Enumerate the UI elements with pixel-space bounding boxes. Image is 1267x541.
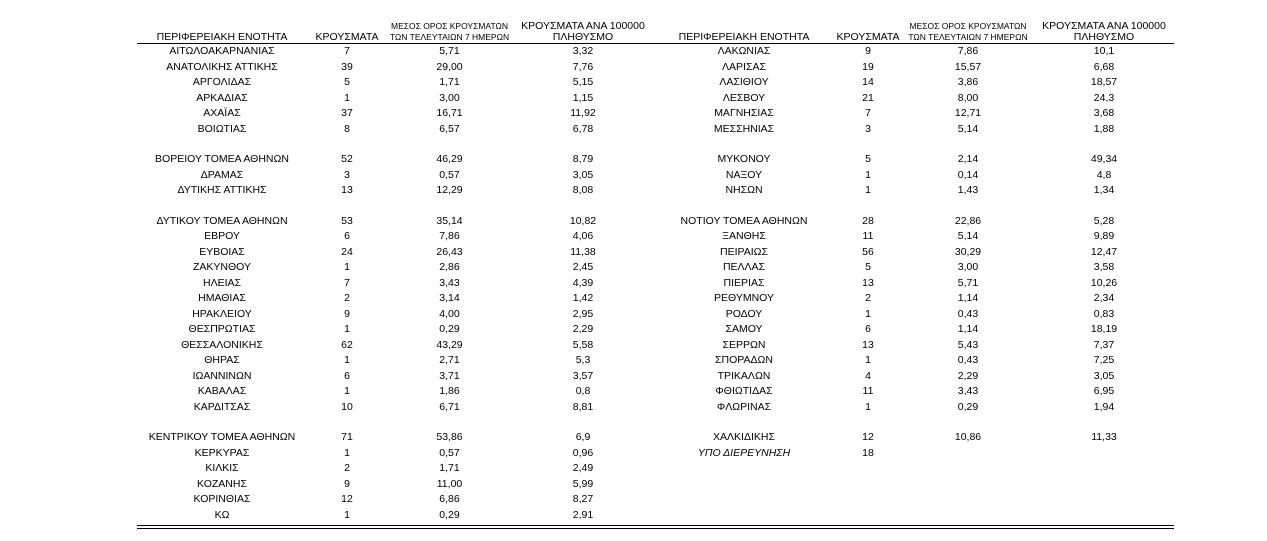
cell-avg: 1,71 <box>439 76 460 88</box>
cell-per100k: 9,89 <box>1093 230 1115 242</box>
table-row <box>137 75 654 91</box>
cell-cases: 1 <box>865 354 871 366</box>
table-row <box>654 91 1174 107</box>
cell-region: ΣΠΟΡΑΔΩΝ <box>715 354 773 366</box>
table-spacer-row <box>137 199 654 214</box>
cell-cases: 11 <box>862 230 874 242</box>
cell-cases: 12 <box>862 431 874 443</box>
left-table-body <box>137 44 654 524</box>
cell-avg: 46,29 <box>436 153 463 165</box>
cell-avg: 3,43 <box>439 276 460 289</box>
cell-per100k: 2,91 <box>572 508 594 521</box>
cell-region: ΠΕΛΛΑΣ <box>722 261 766 273</box>
cell-avg: 43,29 <box>436 338 463 351</box>
cell-avg: 3,71 <box>439 369 460 382</box>
cell-per100k: 3,58 <box>1093 261 1115 273</box>
cell-cases: 10 <box>341 400 353 413</box>
cell-cases: 1 <box>865 184 871 196</box>
cell-per100k: 5,28 <box>1093 214 1115 227</box>
cell-avg: 5,71 <box>957 276 979 289</box>
cell-avg: 7,86 <box>439 230 460 242</box>
cell-region: ΦΛΩΡΙΝΑΣ <box>716 400 772 413</box>
cell-avg: 3,14 <box>439 292 460 304</box>
cell-cases: 52 <box>341 153 353 165</box>
cell-per100k: 1,94 <box>1093 400 1115 413</box>
cell-cases: 2 <box>344 292 350 304</box>
cell-cases: 1 <box>865 400 871 413</box>
cell-cases: 4 <box>865 369 871 382</box>
table-spacer-row <box>654 137 1174 152</box>
cell-per100k: 2,29 <box>572 323 594 335</box>
cell-avg: 30,29 <box>954 245 982 258</box>
cell-avg: 12,29 <box>436 184 463 196</box>
cell-region: ΙΩΑΝΝΙΝΩΝ <box>192 369 252 382</box>
table-row <box>137 477 654 493</box>
cell-avg: 0,43 <box>957 307 979 320</box>
cell-cases: 8 <box>344 122 350 135</box>
cell-per100k: 10,26 <box>1090 276 1118 289</box>
table-row <box>137 229 654 245</box>
cell-region: ΛΕΣΒΟΥ <box>722 91 766 104</box>
cell-per100k: 4,06 <box>572 230 594 242</box>
cell-per100k: 11,92 <box>570 107 596 119</box>
header-per100k <box>1034 18 1174 44</box>
cell-avg <box>902 446 1034 462</box>
table-row <box>137 338 654 354</box>
table-row <box>137 214 654 230</box>
cell-region: ΠΙΕΡΙΑΣ <box>723 276 765 289</box>
cell-per100k: 1,15 <box>572 91 594 104</box>
cell-cases: 13 <box>862 276 874 289</box>
cell-cases: 56 <box>862 245 874 258</box>
cell-per100k <box>1034 446 1174 462</box>
cell-avg: 5,14 <box>957 230 979 242</box>
table-row <box>137 369 654 385</box>
spacer-cell <box>654 137 1174 152</box>
table-spacer-row <box>137 137 654 152</box>
cell-per100k: 3,05 <box>1093 369 1115 382</box>
cell-per100k: 5,15 <box>572 76 594 88</box>
cell-avg: 10,86 <box>954 431 982 443</box>
cell-avg: 6,57 <box>439 122 460 135</box>
header-avg <box>902 18 1034 44</box>
cell-avg: 1,14 <box>957 323 979 335</box>
cell-cases: 1 <box>344 91 350 104</box>
right-table-body <box>654 44 1174 462</box>
left-header-row <box>137 18 654 44</box>
table-row <box>654 369 1174 385</box>
cell-cases: 28 <box>862 214 874 227</box>
cell-cases: 71 <box>341 431 353 443</box>
cell-region: ΚΩ <box>214 508 230 521</box>
cell-region: ΚΙΛΚΙΣ <box>205 462 239 474</box>
cell-cases: 1 <box>344 446 350 459</box>
cell-per100k: 6,78 <box>572 122 594 135</box>
cell-avg: 35,14 <box>436 214 463 227</box>
cell-per100k: 24,3 <box>1093 91 1115 104</box>
cell-cases: 1 <box>344 508 350 521</box>
table-row <box>654 152 1174 168</box>
cell-per100k: 3,68 <box>1093 107 1115 119</box>
header-per100k-line2: ΠΛΗΘΥΣΜΟ <box>1073 31 1135 43</box>
cell-cases: 2 <box>344 462 350 474</box>
cell-cases: 12 <box>341 493 353 505</box>
cell-cases: 6 <box>344 230 350 242</box>
cell-avg: 22,86 <box>954 214 982 227</box>
cell-region: ΘΗΡΑΣ <box>204 354 240 366</box>
left-table <box>137 18 654 523</box>
table-row <box>137 353 654 369</box>
cell-cases: 7 <box>865 107 871 119</box>
cell-cases: 6 <box>344 369 350 382</box>
cell-region: ΚΟΖΑΝΗΣ <box>197 477 247 490</box>
cell-region: ΚΑΡΔΙΤΣΑΣ <box>193 400 251 413</box>
cell-per100k: 2,49 <box>572 462 594 474</box>
cell-per100k: 0,96 <box>572 446 594 459</box>
cell-per100k: 3,57 <box>572 369 594 382</box>
cell-cases: 1 <box>865 307 871 320</box>
table-row <box>654 307 1174 323</box>
cell-cases: 9 <box>865 45 871 57</box>
cell-cases: 1 <box>344 323 350 335</box>
cell-per100k: 3,32 <box>572 45 594 57</box>
cell-per100k: 49,34 <box>1090 153 1118 165</box>
table-row <box>137 492 654 508</box>
spacer-cell <box>137 415 654 430</box>
cell-per100k: 11,38 <box>570 245 596 258</box>
cell-region: ΡΟΔΟΥ <box>725 307 763 320</box>
table-row <box>137 91 654 107</box>
cell-cases: 5 <box>344 76 350 88</box>
table-row <box>654 60 1174 76</box>
cell-avg: 11,00 <box>436 477 463 490</box>
cell-per100k: 7,76 <box>572 60 594 73</box>
table-row <box>654 106 1174 122</box>
cell-per100k: 8,79 <box>572 153 594 165</box>
cell-per100k: 4,39 <box>572 276 594 289</box>
table-row <box>654 430 1174 446</box>
cell-per100k: 10,82 <box>569 214 597 227</box>
cell-avg: 3,00 <box>957 261 979 273</box>
cell-avg: 12,71 <box>954 107 982 119</box>
spacer-cell <box>137 137 654 152</box>
cell-avg: 7,86 <box>957 45 979 57</box>
cell-per100k: 18,57 <box>1090 76 1118 88</box>
header-region: ΠΕΡΙΦΕΡΕΙΑΚΗ ΕΝΟΤΗΤΑ <box>654 18 834 44</box>
cell-cases: 14 <box>862 76 874 88</box>
cell-avg: 5,14 <box>957 122 979 135</box>
cell-region: ΤΡΙΚΑΛΩΝ <box>717 369 771 382</box>
header-avg-line2: ΤΩΝ ΤΕΛΕΥΤΑΙΩΝ 7 ΗΜΕΡΩΝ <box>908 32 1028 42</box>
cell-avg: 5,71 <box>439 45 460 57</box>
header-avg-line1: ΜΕΣΟΣ ΟΡΟΣ ΚΡΟΥΣΜΑΤΩΝ <box>391 21 508 31</box>
table-row <box>654 291 1174 307</box>
cell-region: ΒΟΡΕΙΟΥ ΤΟΜΕΑ ΑΘΗΝΩΝ <box>155 153 289 165</box>
table-row <box>137 60 654 76</box>
header-avg-line2: ΤΩΝ ΤΕΛΕΥΤΑΙΩΝ 7 ΗΜΕΡΩΝ <box>389 32 510 42</box>
table-row <box>654 245 1174 261</box>
cell-cases: 39 <box>341 60 353 73</box>
cell-avg: 1,43 <box>957 184 979 196</box>
table-row <box>654 400 1174 416</box>
table-row <box>654 214 1174 230</box>
cell-cases: 37 <box>341 107 353 119</box>
cell-region: ΜΕΣΣΗΝΙΑΣ <box>713 122 775 135</box>
cell-cases: 24 <box>341 245 353 258</box>
cell-region: ΚΑΒΑΛΑΣ <box>197 385 247 397</box>
cell-avg: 5,43 <box>957 338 979 351</box>
cell-avg: 2,14 <box>957 153 979 165</box>
header-cases: ΚΡΟΥΣΜΑΤΑ <box>834 18 902 44</box>
header-avg <box>387 18 512 44</box>
cell-region: ΘΕΣΠΡΩΤΙΑΣ <box>188 323 256 335</box>
table-row <box>137 168 654 184</box>
cell-region: ΦΘΙΩΤΙΔΑΣ <box>715 385 773 397</box>
table-row <box>137 400 654 416</box>
cell-avg: 26,43 <box>436 245 463 258</box>
cell-per100k: 4,8 <box>1096 168 1112 181</box>
cell-avg: 3,43 <box>957 385 979 397</box>
table-row <box>137 307 654 323</box>
cell-region: ΚΕΡΚΥΡΑΣ <box>194 446 250 459</box>
cell-per100k: 6,68 <box>1093 60 1115 73</box>
cell-cases: 13 <box>862 338 874 351</box>
cell-region: ΡΕΘΥΜΝΟΥ <box>713 292 774 304</box>
table-row <box>137 122 654 138</box>
spacer-cell <box>654 199 1174 214</box>
cell-per100k: 2,95 <box>572 307 594 320</box>
cell-region: ΕΥΒΟΙΑΣ <box>199 245 245 258</box>
cell-per100k: 3,05 <box>572 168 594 181</box>
cell-cases: 5 <box>865 153 871 165</box>
cell-region: ΝΑΞΟΥ <box>725 168 763 181</box>
cell-avg: 0,29 <box>957 400 979 413</box>
cell-cases: 3 <box>344 168 350 181</box>
bottom-rule <box>137 525 1174 526</box>
cell-per100k: 1,34 <box>1093 184 1115 196</box>
cell-region: ΥΠΟ ΔΙΕΡΕΥΝΗΣΗ <box>697 446 791 459</box>
cell-region: ΕΒΡΟΥ <box>204 230 240 242</box>
cell-per100k: 2,45 <box>572 261 594 273</box>
cell-region: ΧΑΛΚΙΔΙΚΗΣ <box>713 431 775 443</box>
cell-region: ΗΡΑΚΛΕΙΟΥ <box>192 307 252 320</box>
table-row <box>654 322 1174 338</box>
cell-per100k: 8,27 <box>572 493 594 505</box>
cell-per100k: 6,95 <box>1093 385 1115 397</box>
table-row <box>654 168 1174 184</box>
cell-per100k: 12,47 <box>1090 245 1118 258</box>
cell-region: ΑΧΑΪΑΣ <box>203 107 241 119</box>
cell-cases: 9 <box>344 477 350 490</box>
cell-avg: 0,57 <box>439 446 460 459</box>
table-spacer-row <box>654 415 1174 430</box>
cell-region: ΛΑΣΙΘΙΟΥ <box>719 76 769 88</box>
cell-cases: 3 <box>865 122 871 135</box>
header-per100k-line1: ΚΡΟΥΣΜΑΤΑ ΑΝΑ 100000 <box>521 20 645 32</box>
table-spacer-row <box>654 199 1174 214</box>
cell-avg: 6,86 <box>439 493 460 505</box>
cell-region: ΚΕΝΤΡΙΚΟΥ ΤΟΜΕΑ ΑΘΗΝΩΝ <box>148 431 296 443</box>
table-row <box>654 75 1174 91</box>
table-row <box>137 44 654 60</box>
cell-region: ΔΥΤΙΚΗΣ ΑΤΤΙΚΗΣ <box>177 184 267 196</box>
cell-region: ΠΕΙΡΑΙΩΣ <box>720 245 768 258</box>
cell-per100k: 2,34 <box>1093 292 1115 304</box>
cell-region: ΑΝΑΤΟΛΙΚΗΣ ΑΤΤΙΚΗΣ <box>166 60 278 73</box>
cell-avg: 1,86 <box>439 385 460 397</box>
cell-region: ΜΥΚΟΝΟΥ <box>717 153 771 165</box>
cell-cases: 7 <box>344 45 350 57</box>
cell-cases: 2 <box>865 292 871 304</box>
cell-avg: 0,29 <box>439 323 460 335</box>
right-table <box>654 18 1174 461</box>
cell-region: ΖΑΚΥΝΘΟΥ <box>192 261 251 273</box>
cell-region: ΑΡΓΟΛΙΔΑΣ <box>192 76 252 88</box>
cell-avg: 29,00 <box>436 60 463 73</box>
cell-avg: 0,14 <box>957 168 979 181</box>
header-per100k-line2: ΠΛΗΘΥΣΜΟ <box>552 31 614 43</box>
table-row <box>654 122 1174 138</box>
table-row <box>137 322 654 338</box>
cell-cases: 1 <box>344 354 350 366</box>
cell-avg: 3,86 <box>957 76 979 88</box>
table-row <box>137 183 654 199</box>
cell-region: ΘΕΣΣΑΛΟΝΙΚΗΣ <box>181 338 263 351</box>
cell-avg: 1,71 <box>439 462 460 474</box>
table-row <box>654 183 1174 199</box>
bottom-rule <box>137 528 1174 529</box>
table-row <box>137 291 654 307</box>
header-avg-line1: ΜΕΣΟΣ ΟΡΟΣ ΚΡΟΥΣΜΑΤΩΝ <box>909 21 1027 31</box>
cell-per100k: 7,25 <box>1093 354 1115 366</box>
cell-avg: 3,00 <box>439 91 460 104</box>
cell-avg: 4,00 <box>439 307 460 320</box>
cell-avg: 1,14 <box>957 292 979 304</box>
cell-cases: 13 <box>341 184 353 196</box>
table-row <box>654 260 1174 276</box>
cell-region: ΞΑΝΘΗΣ <box>722 230 766 242</box>
table-row <box>654 446 1174 462</box>
table-row <box>137 508 654 524</box>
cell-avg: 0,57 <box>439 168 460 181</box>
cell-per100k: 18,19 <box>1090 323 1118 335</box>
table-row <box>137 384 654 400</box>
table-row <box>137 245 654 261</box>
cell-per100k: 5,3 <box>575 354 591 366</box>
cell-region: ΔΡΑΜΑΣ <box>200 168 244 181</box>
cell-region: ΝΟΤΙΟΥ ΤΟΜΕΑ ΑΘΗΝΩΝ <box>680 214 808 227</box>
cell-per100k: 0,83 <box>1093 307 1115 320</box>
table-row <box>137 260 654 276</box>
table-row <box>137 152 654 168</box>
cell-avg: 6,71 <box>439 400 460 413</box>
cell-region: ΣΕΡΡΩΝ <box>722 338 766 351</box>
cell-region: ΑΡΚΑΔΙΑΣ <box>196 91 248 104</box>
cell-cases: 7 <box>344 276 350 289</box>
cell-cases: 18 <box>862 446 874 459</box>
cell-cases: 1 <box>344 261 350 273</box>
cell-region: ΗΛΕΙΑΣ <box>202 276 241 289</box>
cell-cases: 53 <box>341 214 353 227</box>
cell-cases: 1 <box>344 385 350 397</box>
header-per100k <box>512 18 654 44</box>
cell-avg: 2,71 <box>439 354 460 366</box>
table-row <box>654 353 1174 369</box>
table-row <box>137 276 654 292</box>
cell-region: ΛΑΚΩΝΙΑΣ <box>717 45 771 57</box>
spacer-cell <box>137 199 654 214</box>
cell-per100k: 10,1 <box>1093 45 1115 57</box>
cell-cases: 1 <box>865 168 871 181</box>
table-spacer-row <box>137 415 654 430</box>
cell-avg: 16,71 <box>436 107 463 119</box>
cell-avg: 0,29 <box>439 508 460 521</box>
cell-per100k: 0,8 <box>575 385 591 397</box>
table-row <box>654 338 1174 354</box>
cell-per100k: 5,58 <box>572 338 594 351</box>
cell-per100k: 5,99 <box>572 477 594 490</box>
table-row <box>654 384 1174 400</box>
right-header-row <box>654 18 1174 44</box>
cell-per100k: 7,37 <box>1093 338 1115 351</box>
header-region: ΠΕΡΙΦΕΡΕΙΑΚΗ ΕΝΟΤΗΤΑ <box>137 18 307 44</box>
cell-cases: 5 <box>865 261 871 273</box>
cell-avg: 8,00 <box>957 91 979 104</box>
cell-region: ΜΑΓΝΗΣΙΑΣ <box>714 107 774 119</box>
cell-per100k: 6,9 <box>575 431 591 443</box>
table-row <box>137 446 654 462</box>
cell-cases: 6 <box>865 323 871 335</box>
cell-region: ΗΜΑΘΙΑΣ <box>198 292 246 304</box>
cell-avg: 15,57 <box>954 60 982 73</box>
cell-region: ΣΑΜΟΥ <box>725 323 763 335</box>
cell-cases: 9 <box>344 307 350 320</box>
cell-region: ΑΙΤΩΛΟΑΚΑΡΝΑΝΙΑΣ <box>169 45 275 57</box>
cell-avg: 53,86 <box>436 431 463 443</box>
header-per100k-line1: ΚΡΟΥΣΜΑΤΑ ΑΝΑ 100000 <box>1042 20 1166 32</box>
cell-cases: 62 <box>341 338 353 351</box>
table-row <box>137 106 654 122</box>
cell-region: ΛΑΡΙΣΑΣ <box>722 60 766 73</box>
table-row <box>137 461 654 477</box>
table-row <box>654 44 1174 60</box>
cell-avg: 2,29 <box>957 369 979 382</box>
cell-cases: 21 <box>862 91 874 104</box>
table-row <box>137 430 654 446</box>
cell-per100k: 11,33 <box>1091 431 1117 443</box>
table-row <box>654 229 1174 245</box>
cell-cases: 11 <box>862 385 874 397</box>
cell-per100k: 1,42 <box>572 292 594 304</box>
cell-per100k: 8,08 <box>572 184 594 196</box>
cell-avg: 2,86 <box>439 261 460 273</box>
cell-region: ΝΗΣΩΝ <box>725 184 763 196</box>
cell-region: ΔΥΤΙΚΟΥ ΤΟΜΕΑ ΑΘΗΝΩΝ <box>156 214 288 227</box>
cell-avg: 0,43 <box>957 354 979 366</box>
table-row <box>654 276 1174 292</box>
spacer-cell <box>654 415 1174 430</box>
cell-cases: 19 <box>862 60 874 73</box>
cell-region: ΚΟΡΙΝΘΙΑΣ <box>193 493 251 505</box>
header-cases: ΚΡΟΥΣΜΑΤΑ <box>307 18 387 44</box>
cell-per100k: 1,88 <box>1093 122 1115 135</box>
cell-per100k: 8,81 <box>572 400 594 413</box>
cell-region: ΒΟΙΩΤΙΑΣ <box>197 122 247 135</box>
